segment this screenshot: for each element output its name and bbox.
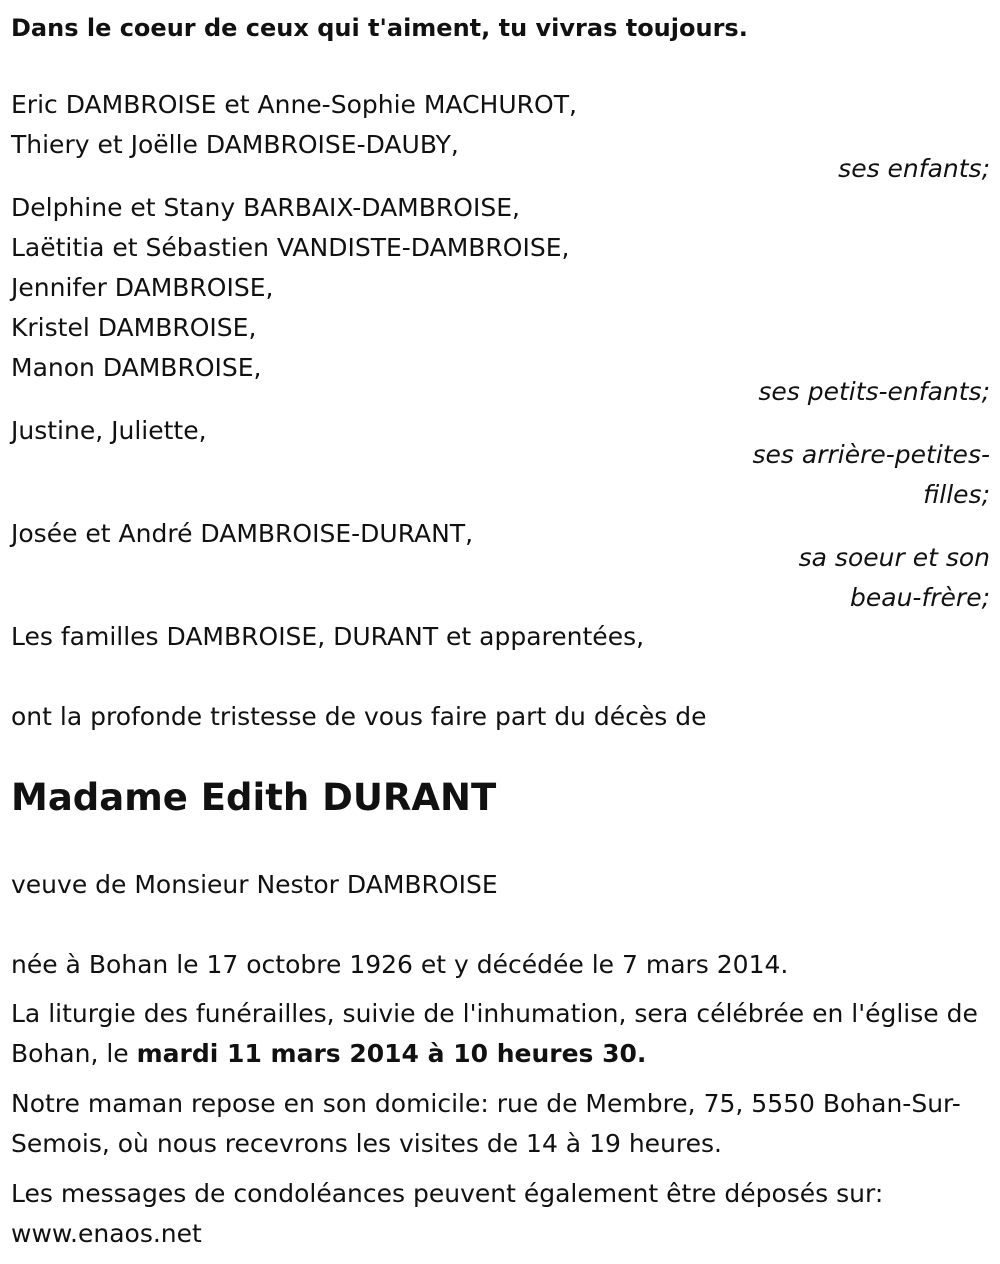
relation-grandchildren: ses petits-enfants; [758,377,990,406]
visitation-info: Notre maman repose en son domicile: rue de Membre, 75, 5550 Bohan-Sur-Semois, où nous recevrons les visites de 14 à 19 heures. [11,1089,961,1158]
families: Les familles DAMBROISE, DURANT et apparentées, [11,622,645,651]
relation-great-grandchildren-line2: filles; [923,480,990,509]
condolences-url[interactable]: www.enaos.net [11,1219,202,1248]
relation-siblings-line2: beau-frère; [850,583,990,612]
grandchild-name: Jennifer DAMBROISE, [11,273,274,302]
relation-siblings-line1: sa soeur et son [798,543,990,572]
grandchild-name: Kristel DAMBROISE, [11,313,257,342]
grandchild-name: Delphine et Stany BARBAIX-DAMBROISE, [11,193,520,222]
funeral-text: La liturgie des funérailles, suivie de l'inhumation, sera célébrée en l'église de Bohan, le [11,999,978,1068]
great-grandchild-name: Justine, Juliette, [11,416,207,445]
grandchild-name: Laëtitia et Sébastien VANDISTE-DAMBROISE, [11,233,570,262]
widow-of: veuve de Monsieur Nestor DAMBROISE [11,870,498,899]
relation-great-grandchildren-line1: ses arrière-petites- [752,440,990,469]
birth-death: née à Bohan le 17 octobre 1926 et y décédée le 7 mars 2014. [11,950,789,979]
child-name: Thiery et Joëlle DAMBROISE-DAUBY, [11,130,459,159]
grandchild-name: Manon DAMBROISE, [11,353,262,382]
funeral-datetime: mardi 11 mars 2014 à 10 heures 30. [136,1039,647,1068]
announcement: ont la profonde tristesse de vous faire part du décès de [11,702,707,731]
condolences-info [11,1174,991,1254]
condolences-text: Les messages de condoléances peuvent également être déposés sur: [11,1179,884,1208]
funeral-info [11,994,991,1074]
sibling-name: Josée et André DAMBROISE-DURANT, [11,519,474,548]
relation-children: ses enfants; [838,154,990,183]
motto: Dans le coeur de ceux qui t'aiment, tu vivras toujours. [11,14,748,42]
child-name: Eric DAMBROISE et Anne-Sophie MACHUROT, [11,90,577,119]
deceased-name: Madame Edith DURANT [11,776,497,819]
